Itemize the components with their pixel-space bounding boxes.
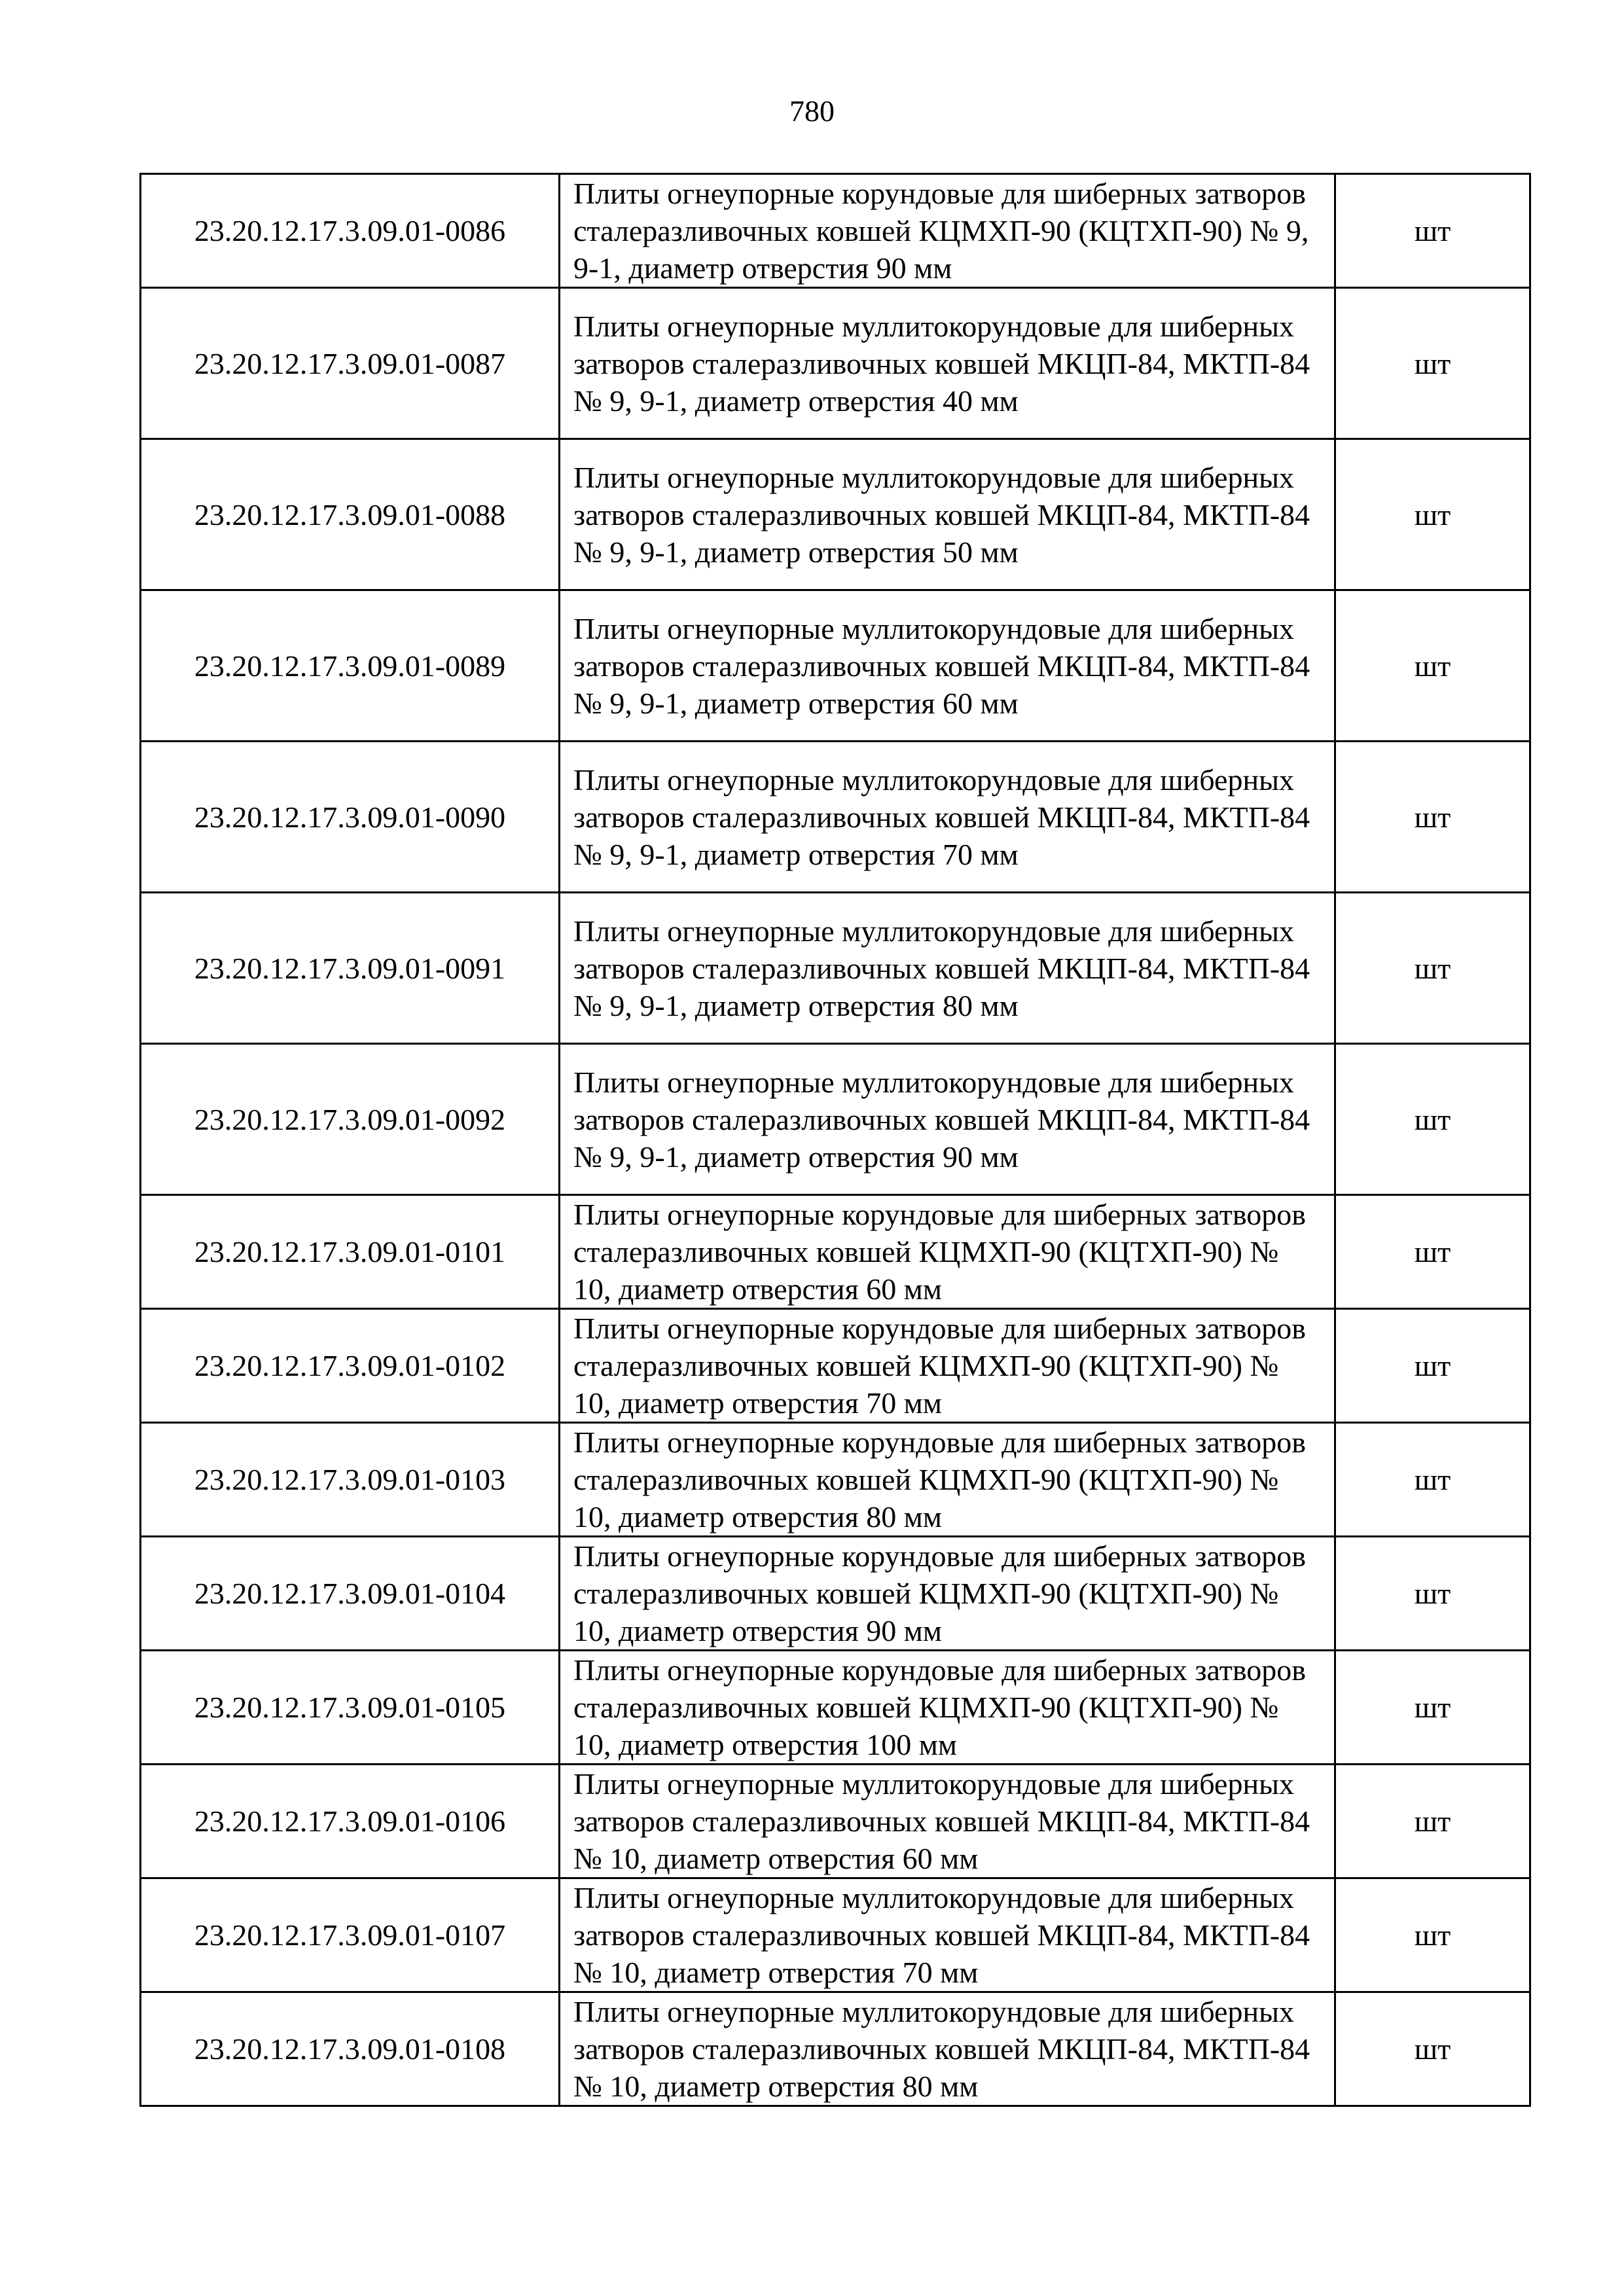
resource-description-cell: Плиты огнеупорные муллитокорундовые для шиберных затворов сталеразливочных ковшей МКЦП-84, МКТП-84 № 9, 9-1, диаметр отверстия 70 мм [560, 742, 1335, 893]
table-row [141, 1423, 1530, 1537]
resource-description-cell: Плиты огнеупорные муллитокорундовые для шиберных затворов сталеразливочных ковшей МКЦП-84, МКТП-84 № 9, 9-1, диаметр отверстия 80 мм [560, 893, 1335, 1044]
unit-cell: шт [1335, 1878, 1530, 1992]
unit-cell: шт [1335, 174, 1530, 288]
table-row [141, 893, 1530, 1044]
resource-description-cell: Плиты огнеупорные муллитокорундовые для шиберных затворов сталеразливочных ковшей МКЦП-84, МКТП-84 № 9, 9-1, диаметр отверстия 90 мм [560, 1044, 1335, 1195]
table-row [141, 590, 1530, 742]
resource-code-cell: 23.20.12.17.3.09.01-0088 [141, 439, 560, 590]
unit-cell: шт [1335, 439, 1530, 590]
resource-code-cell: 23.20.12.17.3.09.01-0104 [141, 1537, 560, 1651]
resource-description-cell: Плиты огнеупорные корундовые для шиберных затворов сталеразливочных ковшей КЦМХП-90 (КЦТХП-90) № 10, диаметр отверстия 60 мм [560, 1195, 1335, 1309]
unit-cell: шт [1335, 893, 1530, 1044]
resource-code-cell: 23.20.12.17.3.09.01-0107 [141, 1878, 560, 1992]
table-row [141, 1044, 1530, 1195]
resource-code-cell: 23.20.12.17.3.09.01-0087 [141, 288, 560, 439]
unit-cell: шт [1335, 1651, 1530, 1765]
resource-code-cell: 23.20.12.17.3.09.01-0092 [141, 1044, 560, 1195]
resource-code-cell: 23.20.12.17.3.09.01-0090 [141, 742, 560, 893]
resource-code-cell: 23.20.12.17.3.09.01-0108 [141, 1992, 560, 2106]
resource-code-cell: 23.20.12.17.3.09.01-0089 [141, 590, 560, 742]
resource-description-cell: Плиты огнеупорные корундовые для шиберных затворов сталеразливочных ковшей КЦМХП-90 (КЦТХП-90) № 10, диаметр отверстия 100 мм [560, 1651, 1335, 1765]
unit-cell: шт [1335, 1044, 1530, 1195]
page-number: 780 [789, 94, 835, 128]
resource-description-cell: Плиты огнеупорные корундовые для шиберных затворов сталеразливочных ковшей КЦМХП-90 (КЦТХП-90) № 10, диаметр отверстия 70 мм [560, 1309, 1335, 1423]
resource-code-cell: 23.20.12.17.3.09.01-0101 [141, 1195, 560, 1309]
table-row [141, 288, 1530, 439]
table-row [141, 1992, 1530, 2106]
resource-description-cell: Плиты огнеупорные муллитокорундовые для шиберных затворов сталеразливочных ковшей МКЦП-84, МКТП-84 № 10, диаметр отверстия 70 мм [560, 1878, 1335, 1992]
unit-cell: шт [1335, 1423, 1530, 1537]
resource-description-cell: Плиты огнеупорные корундовые для шиберных затворов сталеразливочных ковшей КЦМХП-90 (КЦТХП-90) № 9, 9-1, диаметр отверстия 90 мм [560, 174, 1335, 288]
table-row [141, 439, 1530, 590]
resource-code-cell: 23.20.12.17.3.09.01-0105 [141, 1651, 560, 1765]
resource-description-cell: Плиты огнеупорные муллитокорундовые для шиберных затворов сталеразливочных ковшей МКЦП-84, МКТП-84 № 10, диаметр отверстия 80 мм [560, 1992, 1335, 2106]
unit-cell: шт [1335, 1195, 1530, 1309]
resource-description-cell: Плиты огнеупорные муллитокорундовые для шиберных затворов сталеразливочных ковшей МКЦП-84, МКТП-84 № 10, диаметр отверстия 60 мм [560, 1765, 1335, 1878]
table-row [141, 1878, 1530, 1992]
resource-code-cell: 23.20.12.17.3.09.01-0106 [141, 1765, 560, 1878]
resource-code-cell: 23.20.12.17.3.09.01-0103 [141, 1423, 560, 1537]
table-row [141, 742, 1530, 893]
resource-code-cell: 23.20.12.17.3.09.01-0086 [141, 174, 560, 288]
table-row [141, 1537, 1530, 1651]
unit-cell: шт [1335, 1765, 1530, 1878]
unit-cell: шт [1335, 1309, 1530, 1423]
resource-code-cell: 23.20.12.17.3.09.01-0102 [141, 1309, 560, 1423]
catalog-table [139, 173, 1531, 2107]
table-row [141, 1651, 1530, 1765]
unit-cell: шт [1335, 1537, 1530, 1651]
table-row [141, 1765, 1530, 1878]
unit-cell: шт [1335, 1992, 1530, 2106]
resource-description-cell: Плиты огнеупорные муллитокорундовые для шиберных затворов сталеразливочных ковшей МКЦП-84, МКТП-84 № 9, 9-1, диаметр отверстия 60 мм [560, 590, 1335, 742]
resource-code-cell: 23.20.12.17.3.09.01-0091 [141, 893, 560, 1044]
table-row [141, 1195, 1530, 1309]
unit-cell: шт [1335, 590, 1530, 742]
table-row [141, 1309, 1530, 1423]
table-row [141, 174, 1530, 288]
resource-description-cell: Плиты огнеупорные корундовые для шиберных затворов сталеразливочных ковшей КЦМХП-90 (КЦТХП-90) № 10, диаметр отверстия 90 мм [560, 1537, 1335, 1651]
resource-description-cell: Плиты огнеупорные муллитокорундовые для шиберных затворов сталеразливочных ковшей МКЦП-84, МКТП-84 № 9, 9-1, диаметр отверстия 50 мм [560, 439, 1335, 590]
resource-description-cell: Плиты огнеупорные корундовые для шиберных затворов сталеразливочных ковшей КЦМХП-90 (КЦТХП-90) № 10, диаметр отверстия 80 мм [560, 1423, 1335, 1537]
unit-cell: шт [1335, 742, 1530, 893]
unit-cell: шт [1335, 288, 1530, 439]
resource-description-cell: Плиты огнеупорные муллитокорундовые для шиберных затворов сталеразливочных ковшей МКЦП-84, МКТП-84 № 9, 9-1, диаметр отверстия 40 мм [560, 288, 1335, 439]
